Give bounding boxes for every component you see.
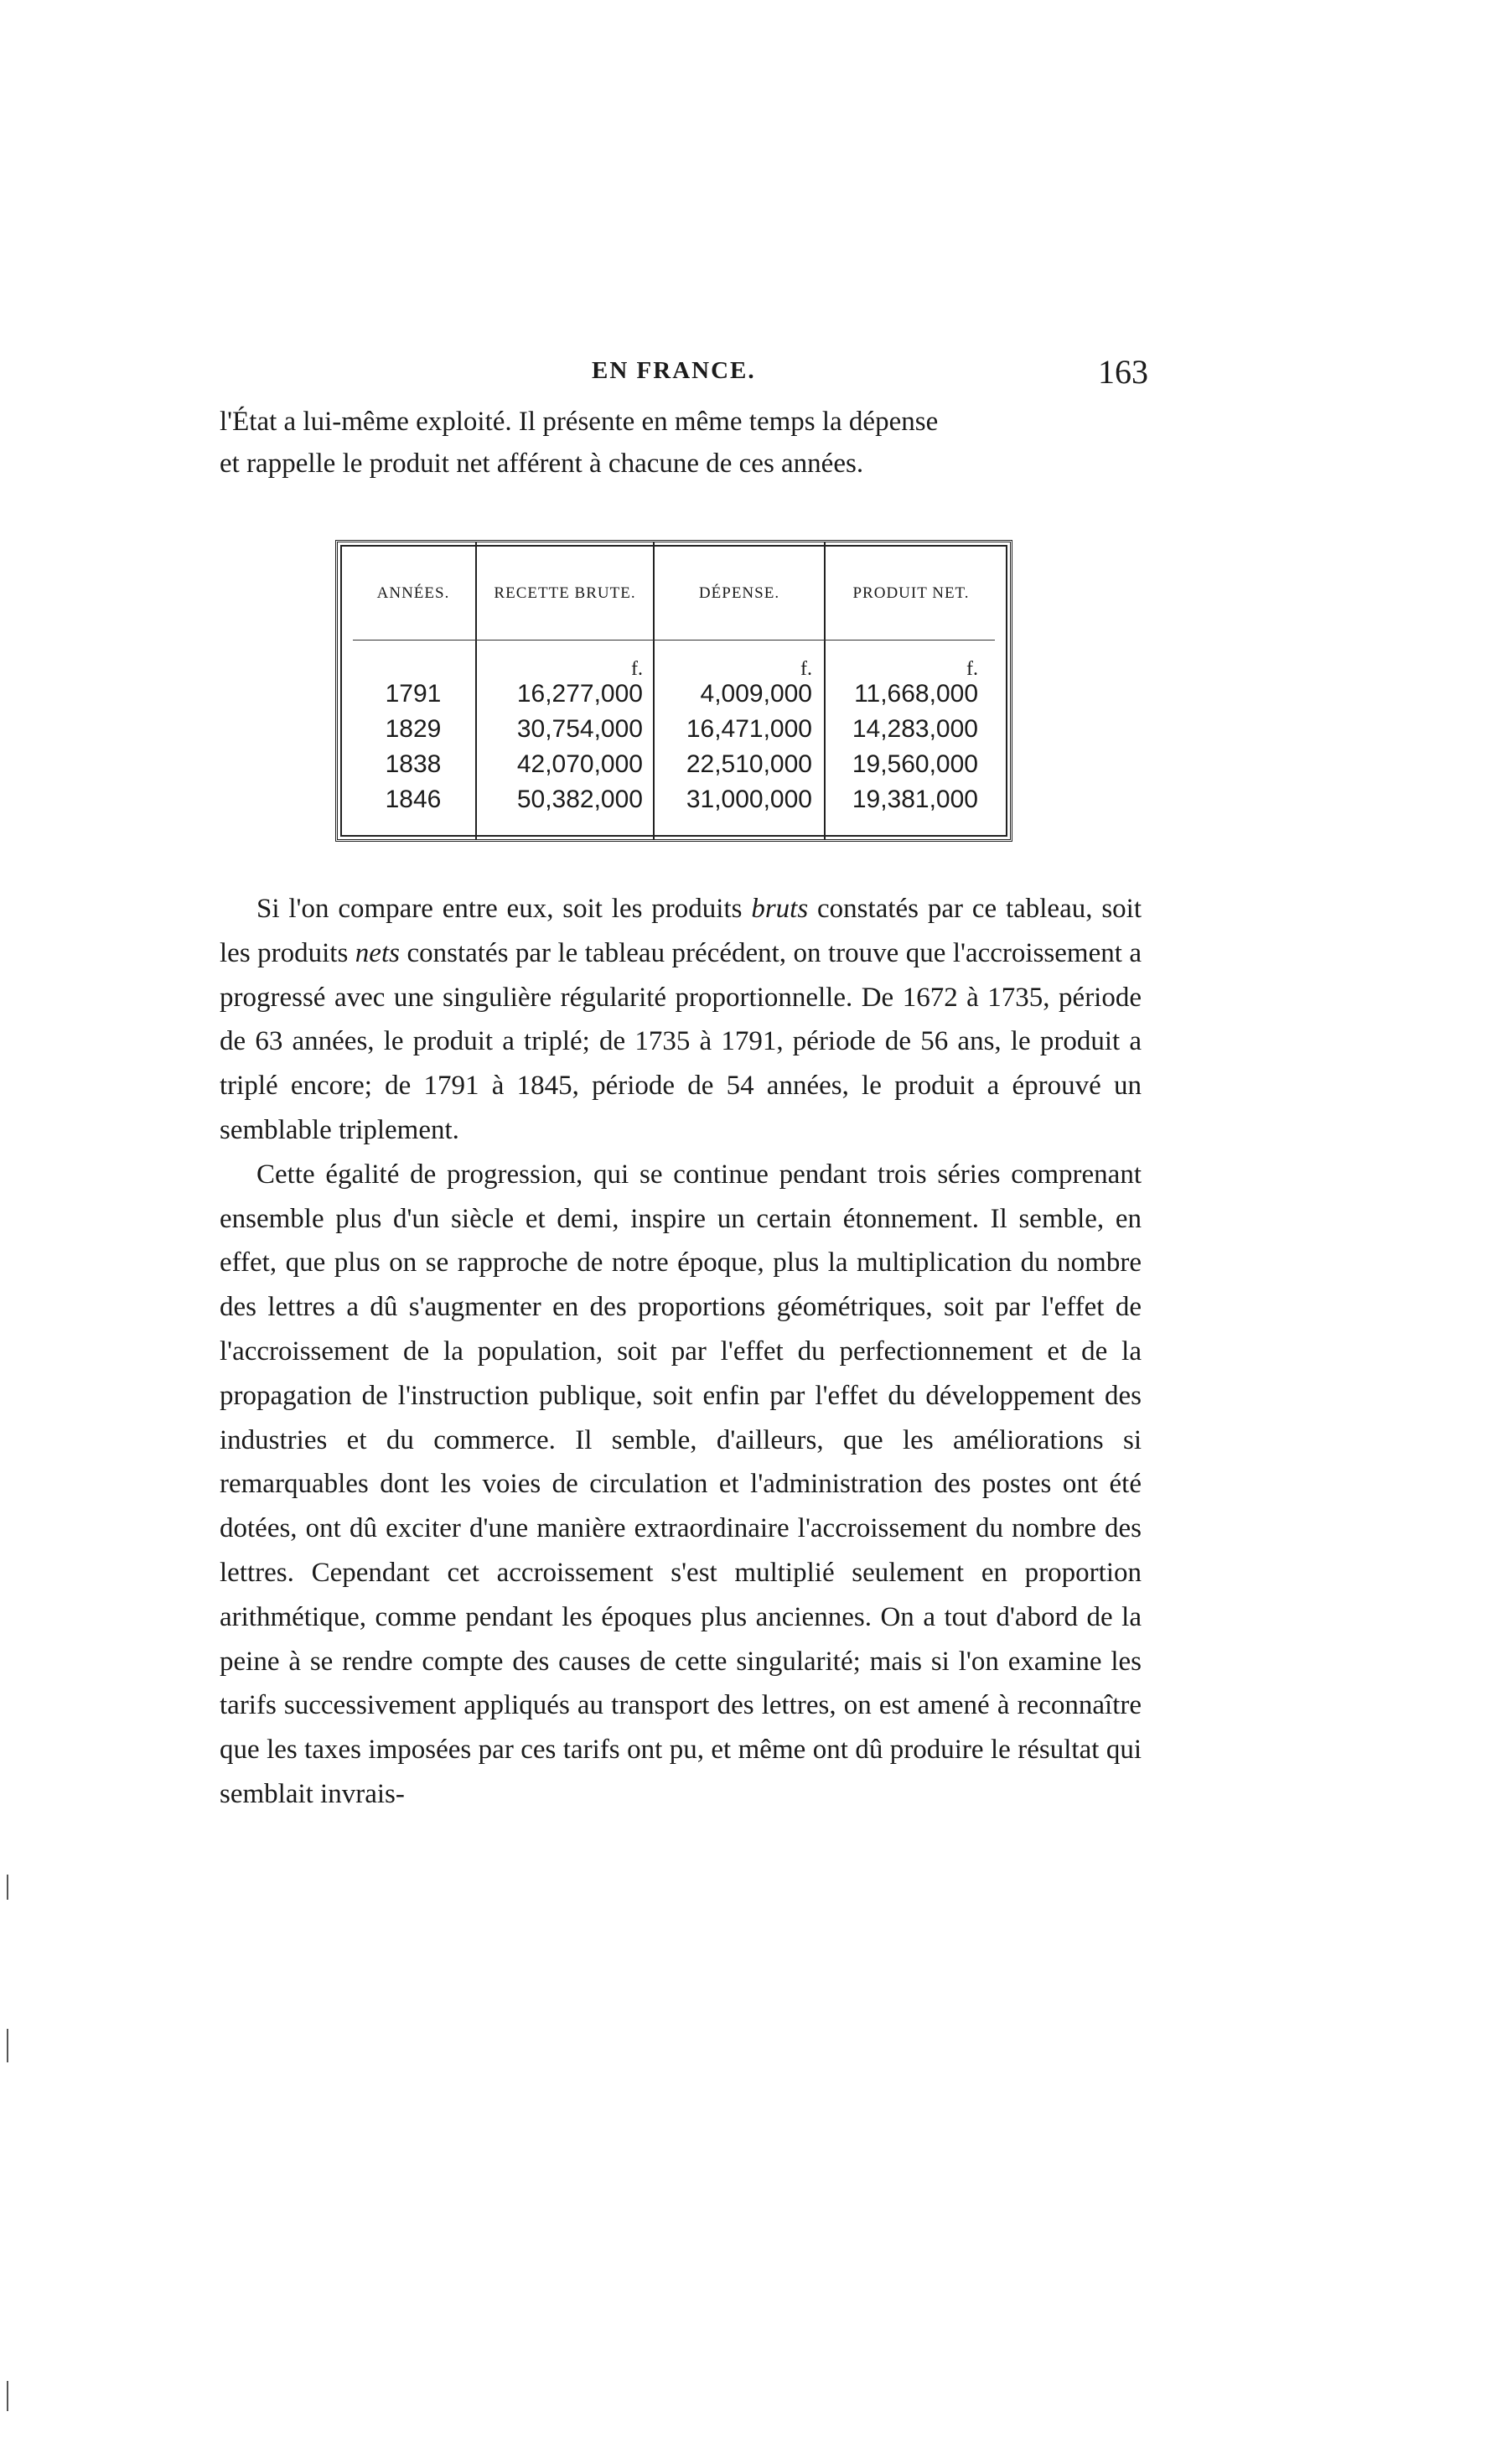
column-header-annees: ANNÉES. [376,584,450,602]
cell-recette-brute: 42,070,000 [516,750,643,778]
scan-mark [7,2029,8,2062]
paragraph [220,887,1142,1153]
cell-recette-brute: 30,754,000 [516,715,643,743]
text-run: constatés par le tableau précédent, on trouve que l'accroissement a progressé avec une singulière régularité proportionnelle. De 1672 à 1735, période de 63 années, le produit a triplé; de 1735 à 1791, période de 56 ans, le produit a triplé encore; de 1791 à 1845, période de 54 années, le produit a éprouvé un semblable triplement. [220,937,1142,1145]
scan-mark [7,1875,8,1900]
postal-revenue-table [335,540,1012,842]
cell-depense: 31,000,000 [686,786,812,813]
italic-term: nets [355,937,400,968]
cell-produit-net: 11,668,000 [854,680,978,708]
cell-year: 1829 [385,715,442,743]
page-number: 163 [1098,353,1148,391]
column-rule [653,542,655,839]
cell-depense: 4,009,000 [700,680,812,708]
header-rule [353,640,995,641]
cell-year: 1791 [385,680,442,708]
column-header-depense: DÉPENSE. [698,584,780,602]
text-run: Si l'on compare entre eux, soit les produits [256,894,743,924]
italic-term: bruts [751,894,809,924]
cell-produit-net: 14,283,000 [852,715,978,743]
scan-mark [7,2381,8,2411]
unit-label: f. [966,658,978,680]
intro-paragraph [220,401,1135,485]
unit-label: f. [631,658,643,680]
cell-depense: 16,471,000 [686,715,812,743]
body-text [220,887,1142,1817]
column-header-produit-net: PRODUIT NET. [852,584,970,602]
cell-produit-net: 19,381,000 [852,786,978,813]
unit-label: f. [800,658,812,680]
column-rule [475,542,477,839]
cell-produit-net: 19,560,000 [852,750,978,778]
paragraph: Cette égalité de progression, qui se continue pendant trois séries comprenant ensemble plus d'un siècle et demi, inspire un certain étonnement. Il semble, en effet, que plus on se rapproche de notre époque, plus la multiplication du nombre des lettres a dû s'augmenter en des proportions géométriques, soit par l'effet de l'accroissement de la population, soit par l'effet du perfectionnement et de la propagation de l'instruction publique, soit enfin par l'effet du développement des industries et du commerce. Il semble, d'ailleurs, que les améliorations si remarquables dont les voies de circulation et l'administration des postes ont été dotées, ont dû exciter d'une manière extraordinaire l'accroissement du nombre des lettres. Cependant cet accroissement s'est multiplié seulement en proportion arithmétique, comme pendant les époques plus anciennes. On a tout d'abord de la peine à se rendre compte des causes de cette singularité; mais si l'on examine les tarifs successivement appliqués au transport des lettres, on est amené à reconnaître que les taxes imposées par ces tarifs ont pu, et même ont dû produire le résultat qui semblait invrais- [220,1159,1142,1809]
intro-line: l'État a lui-même exploité. Il présente en même temps la dépense [220,407,939,437]
cell-depense: 22,510,000 [686,750,812,778]
page-header [220,352,1148,399]
text-run: constatés par ce tableau, soit les produits [220,894,1142,968]
column-header-recette-brute: RECETTE BRUTE. [494,584,636,602]
column-rule [824,542,826,839]
cell-recette-brute: 16,277,000 [516,680,643,708]
cell-recette-brute: 50,382,000 [516,786,643,813]
cell-year: 1846 [385,786,442,813]
cell-year: 1838 [385,750,442,778]
intro-line: et rappelle le produit net afférent à chacune de ces années. [220,449,864,479]
running-title: EN FRANCE. [592,357,756,384]
